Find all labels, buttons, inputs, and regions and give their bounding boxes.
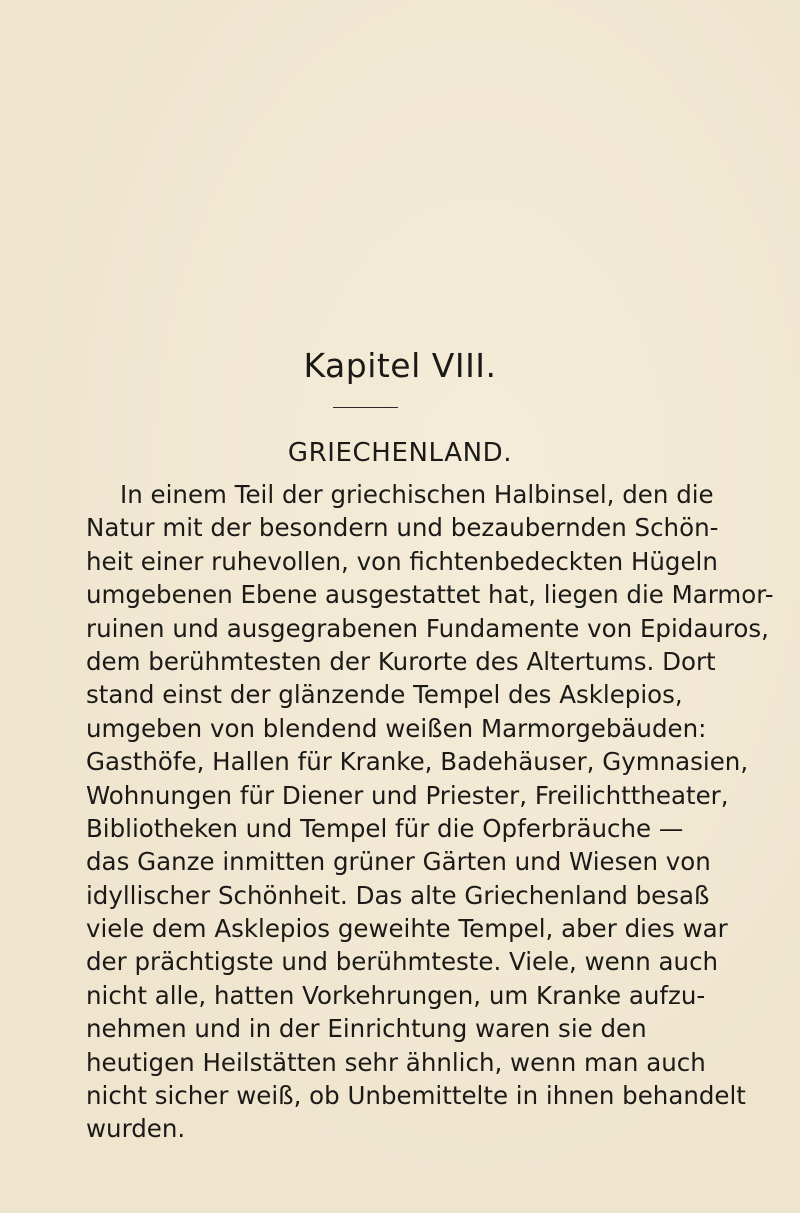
- text-line: der prächtigste und berühmteste. Viele, wenn auch: [86, 947, 719, 977]
- text-line: viele dem Asklepios geweihte Tempel, aber dies war: [86, 914, 728, 944]
- text-line: nicht alle, hatten Vorkehrungen, um Kranke aufzu-: [86, 980, 706, 1010]
- text-line: Bibliotheken und Tempel für die Opferbräuche —: [86, 813, 684, 843]
- text-line: heutigen Heilstätten sehr ähnlich, wenn man auch: [86, 1047, 706, 1077]
- text-line: In einem Teil der griechischen Halbinsel, den die: [120, 480, 714, 509]
- text-line: umgebenen Ebene ausgestattet hat, liegen die Marmor-: [86, 580, 774, 610]
- chapter-heading: Kapitel VIII.: [303, 346, 497, 385]
- text-line: Wohnungen für Diener und Priester, Freilichttheater,: [86, 780, 729, 810]
- text-line: nehmen und in der Einrichtung waren sie den: [86, 1014, 647, 1044]
- text-line: heit einer ruhevollen, von fichtenbedeckten Hügeln: [86, 546, 718, 576]
- text-line: ruinen und ausgegrabenen Fundamente von Epidauros,: [86, 613, 769, 643]
- text-line: Natur mit der besondern und bezaubernden Schön-: [86, 513, 719, 543]
- text-line: umgeben von blendend weißen Marmorgebäuden:: [86, 713, 707, 743]
- heading-rule: [333, 407, 398, 408]
- body-paragraph: [86, 478, 774, 1146]
- text-line: wurden.: [86, 1114, 186, 1144]
- section-title: GRIECHENLAND.: [287, 438, 513, 468]
- text-line: idyllischer Schönheit. Das alte Griechenland besaß: [86, 880, 710, 910]
- text-line: das Ganze inmitten grüner Gärten und Wiesen von: [86, 847, 711, 877]
- text-line: stand einst der glänzende Tempel des Asklepios,: [86, 680, 683, 710]
- text-line: Gasthöfe, Hallen für Kranke, Badehäuser, Gymnasien,: [86, 747, 749, 777]
- text-line: nicht sicher weiß, ob Unbemittelte in ihnen behandelt: [86, 1081, 746, 1111]
- text-line: dem berühmtesten der Kurorte des Altertums. Dort: [86, 646, 716, 676]
